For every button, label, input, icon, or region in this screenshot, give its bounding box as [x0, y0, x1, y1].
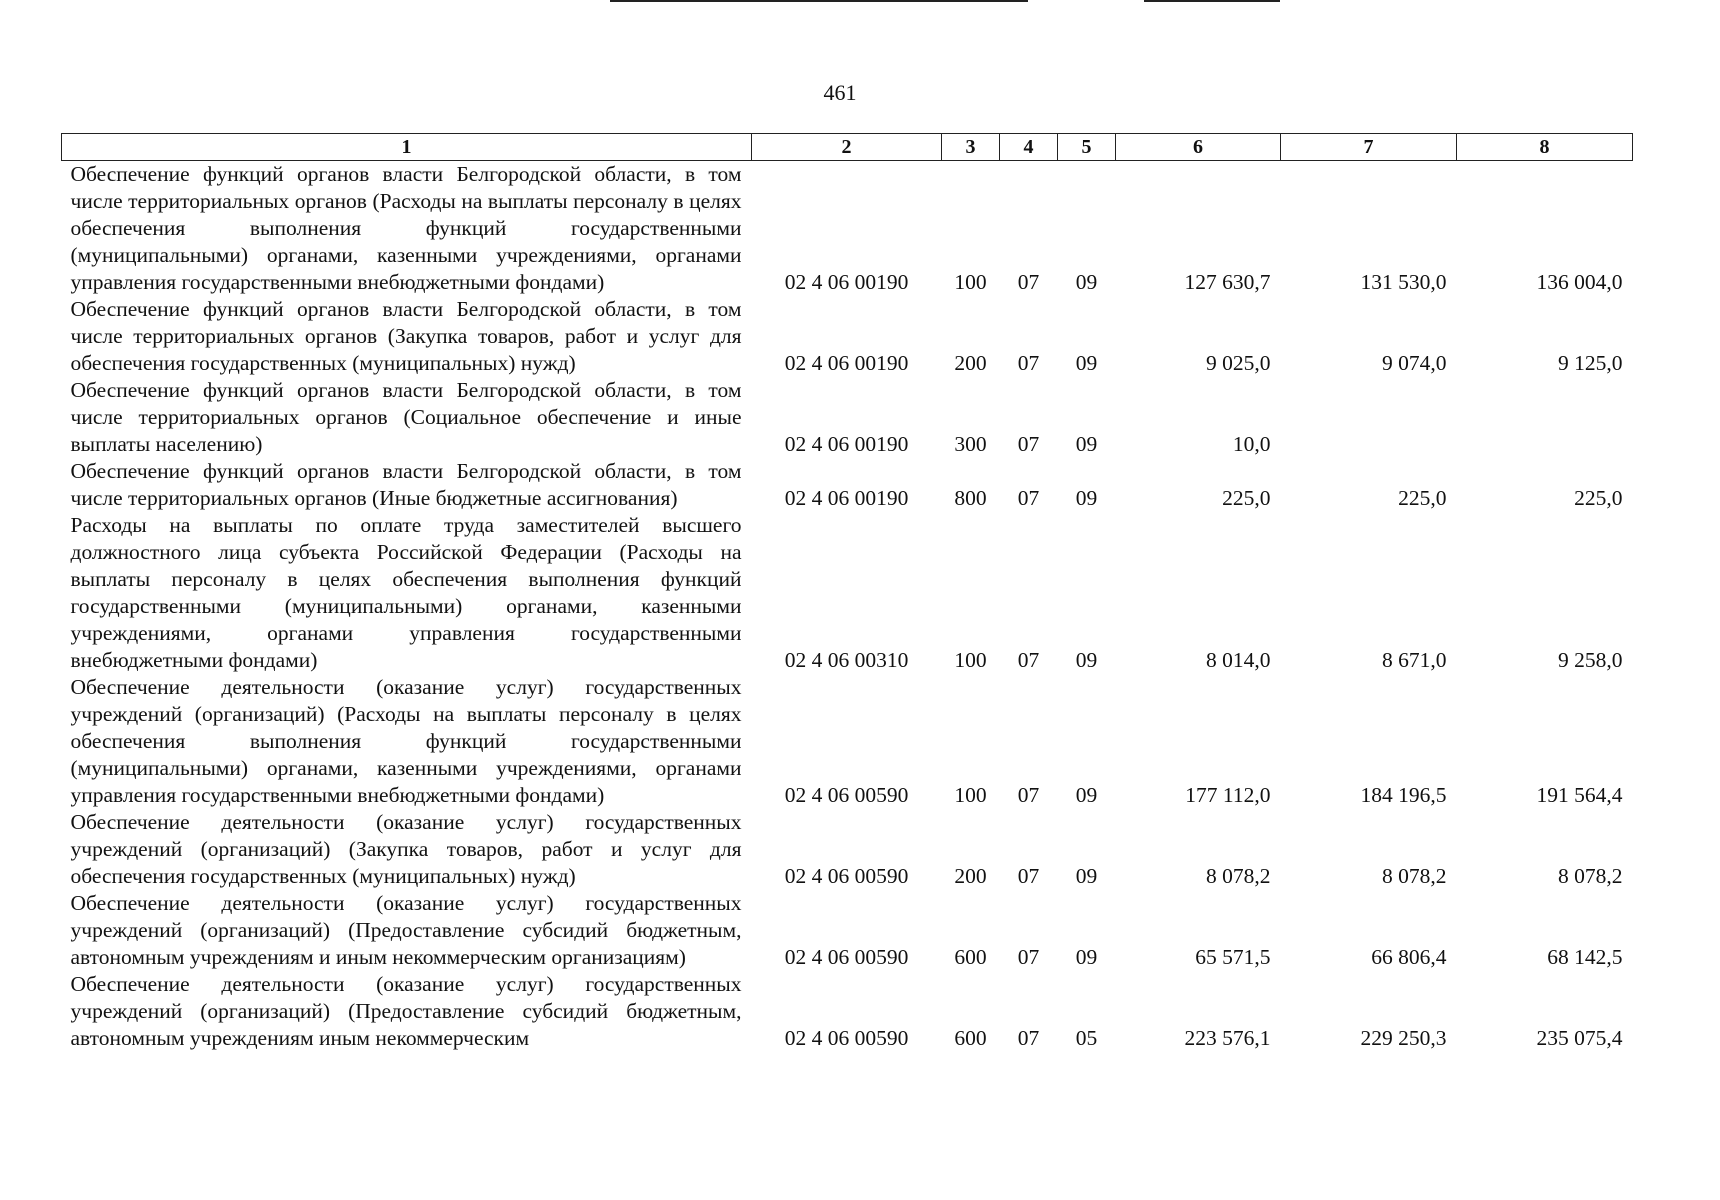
- table-row: [62, 809, 1633, 890]
- row-c4: 07: [1017, 270, 1040, 294]
- row-c3: 100: [954, 783, 987, 807]
- row-c8: 191 564,4: [1536, 783, 1623, 807]
- row-name: Обеспечение деятельности (оказание услуг) государственных учреждений (организаций) (Предоставление субсидий бюджетным, автономным учреждениям и иным некоммерческим организациям): [70, 891, 742, 969]
- row-c7: 229 250,3: [1360, 1026, 1447, 1050]
- row-c5: 09: [1075, 648, 1098, 672]
- row-code: 02 4 06 00590: [784, 783, 909, 807]
- row-c8: [1457, 377, 1633, 458]
- header-col-2: 2: [752, 134, 942, 161]
- table-row: [62, 674, 1633, 809]
- row-code: 02 4 06 00590: [784, 864, 909, 888]
- header-col-7: 7: [1281, 134, 1457, 161]
- row-c6: 223 576,1: [1184, 1026, 1271, 1050]
- row-code: 02 4 06 00190: [784, 486, 909, 510]
- row-c8: 225,0: [1574, 486, 1623, 510]
- table-row: [62, 512, 1633, 674]
- row-c3: 600: [954, 945, 987, 969]
- table-row: [62, 890, 1633, 971]
- row-c3: 800: [954, 486, 987, 510]
- row-c4: 07: [1017, 351, 1040, 375]
- row-name: Обеспечение деятельности (оказание услуг) государственных учреждений (организаций) (Расходы на выплаты персоналу в целях обеспечения выполнения функций государственными (муниципальными) органами, казенными учреждениями, органами управления государственными внебюджетными фондами): [70, 675, 742, 807]
- row-code: 02 4 06 00190: [784, 351, 909, 375]
- row-c7: 8 671,0: [1382, 648, 1447, 672]
- table-row: [62, 161, 1633, 297]
- row-c6: 8 078,2: [1206, 864, 1271, 888]
- row-c5: 09: [1075, 945, 1098, 969]
- row-name: Обеспечение функций органов власти Белгородской области, в том числе территориальных органов (Расходы на выплаты персоналу в целях обеспечения выполнения функций государственными (муниципальными) органами, казенными учреждениями, органами управления государственными внебюджетными фондами): [70, 162, 742, 294]
- row-name: Обеспечение функций органов власти Белгородской области, в том числе территориальных органов (Иные бюджетные ассигнования): [70, 459, 742, 510]
- row-name: Расходы на выплаты по оплате труда заместителей высшего должностного лица субъекта Российской Федерации (Расходы на выплаты персоналу в целях обеспечения выполнения функций государственными (муниципальными) органами, казенными учреждениями, органами управления государственными внебюджетными фондами): [70, 513, 742, 672]
- row-code: 02 4 06 00590: [784, 1026, 909, 1050]
- row-c5: 09: [1075, 486, 1098, 510]
- row-c4: 07: [1017, 1026, 1040, 1050]
- row-code: 02 4 06 00190: [784, 270, 909, 294]
- row-c5: 09: [1075, 432, 1098, 456]
- row-c4: 07: [1017, 432, 1040, 456]
- row-c4: 07: [1017, 783, 1040, 807]
- row-c8: 9 125,0: [1558, 351, 1623, 375]
- header-col-6: 6: [1116, 134, 1281, 161]
- row-c6: 8 014,0: [1206, 648, 1271, 672]
- row-code: 02 4 06 00590: [784, 945, 909, 969]
- row-c3: 100: [954, 648, 987, 672]
- row-c8: 9 258,0: [1558, 648, 1623, 672]
- header-col-3: 3: [942, 134, 1000, 161]
- row-c7: 9 074,0: [1382, 351, 1447, 375]
- table-header-row: [62, 134, 1633, 161]
- header-col-1: 1: [62, 134, 752, 161]
- row-c5: 09: [1075, 270, 1098, 294]
- header-col-5: 5: [1058, 134, 1116, 161]
- row-c5: 09: [1075, 351, 1098, 375]
- table-row: [62, 971, 1633, 1052]
- row-c4: 07: [1017, 648, 1040, 672]
- row-c3: 200: [954, 351, 987, 375]
- row-c6: 65 571,5: [1195, 945, 1271, 969]
- row-c5: 09: [1075, 783, 1098, 807]
- row-c5: 09: [1075, 864, 1098, 888]
- row-c4: 07: [1017, 945, 1040, 969]
- row-c7: 8 078,2: [1382, 864, 1447, 888]
- row-c6: 127 630,7: [1184, 270, 1271, 294]
- row-c7: 225,0: [1398, 486, 1447, 510]
- scan-top-line-right: [1144, 0, 1280, 2]
- row-c7: [1281, 377, 1457, 458]
- row-name: Обеспечение функций органов власти Белгородской области, в том числе территориальных органов (Социальное обеспечение и иные выплаты населению): [70, 378, 742, 456]
- header-col-4: 4: [1000, 134, 1058, 161]
- row-c8: 68 142,5: [1547, 945, 1623, 969]
- row-c3: 100: [954, 270, 987, 294]
- row-c6: 10,0: [1232, 432, 1271, 456]
- row-c7: 184 196,5: [1360, 783, 1447, 807]
- budget-table: [61, 133, 1633, 1052]
- row-code: 02 4 06 00310: [784, 648, 909, 672]
- row-code: 02 4 06 00190: [784, 432, 909, 456]
- table-row: [62, 296, 1633, 377]
- row-c7: 131 530,0: [1360, 270, 1447, 294]
- row-c3: 600: [954, 1026, 987, 1050]
- page-number: 461: [823, 80, 857, 105]
- row-c8: 136 004,0: [1536, 270, 1623, 294]
- row-c3: 200: [954, 864, 987, 888]
- row-c8: 8 078,2: [1558, 864, 1623, 888]
- table-row: [62, 458, 1633, 512]
- row-c8: 235 075,4: [1536, 1026, 1623, 1050]
- row-c6: 177 112,0: [1185, 783, 1271, 807]
- row-c6: 9 025,0: [1206, 351, 1271, 375]
- table-row: [62, 377, 1633, 458]
- row-c7: 66 806,4: [1371, 945, 1447, 969]
- row-c4: 07: [1017, 864, 1040, 888]
- scan-top-line-left: [610, 0, 1028, 2]
- row-name: Обеспечение деятельности (оказание услуг) государственных учреждений (организаций) (Закупка товаров, работ и услуг для обеспечения государственных (муниципальных) нужд): [70, 810, 742, 888]
- row-name: Обеспечение деятельности (оказание услуг) государственных учреждений (организаций) (Предоставление субсидий бюджетным, автономным учреждениям иным некоммерческим: [70, 972, 742, 1050]
- row-c6: 225,0: [1222, 486, 1271, 510]
- row-c4: 07: [1017, 486, 1040, 510]
- row-c3: 300: [954, 432, 987, 456]
- row-c5: 05: [1075, 1026, 1098, 1050]
- row-name: Обеспечение функций органов власти Белгородской области, в том числе территориальных органов (Закупка товаров, работ и услуг для обеспечения государственных (муниципальных) нужд): [70, 297, 742, 375]
- header-col-8: 8: [1457, 134, 1633, 161]
